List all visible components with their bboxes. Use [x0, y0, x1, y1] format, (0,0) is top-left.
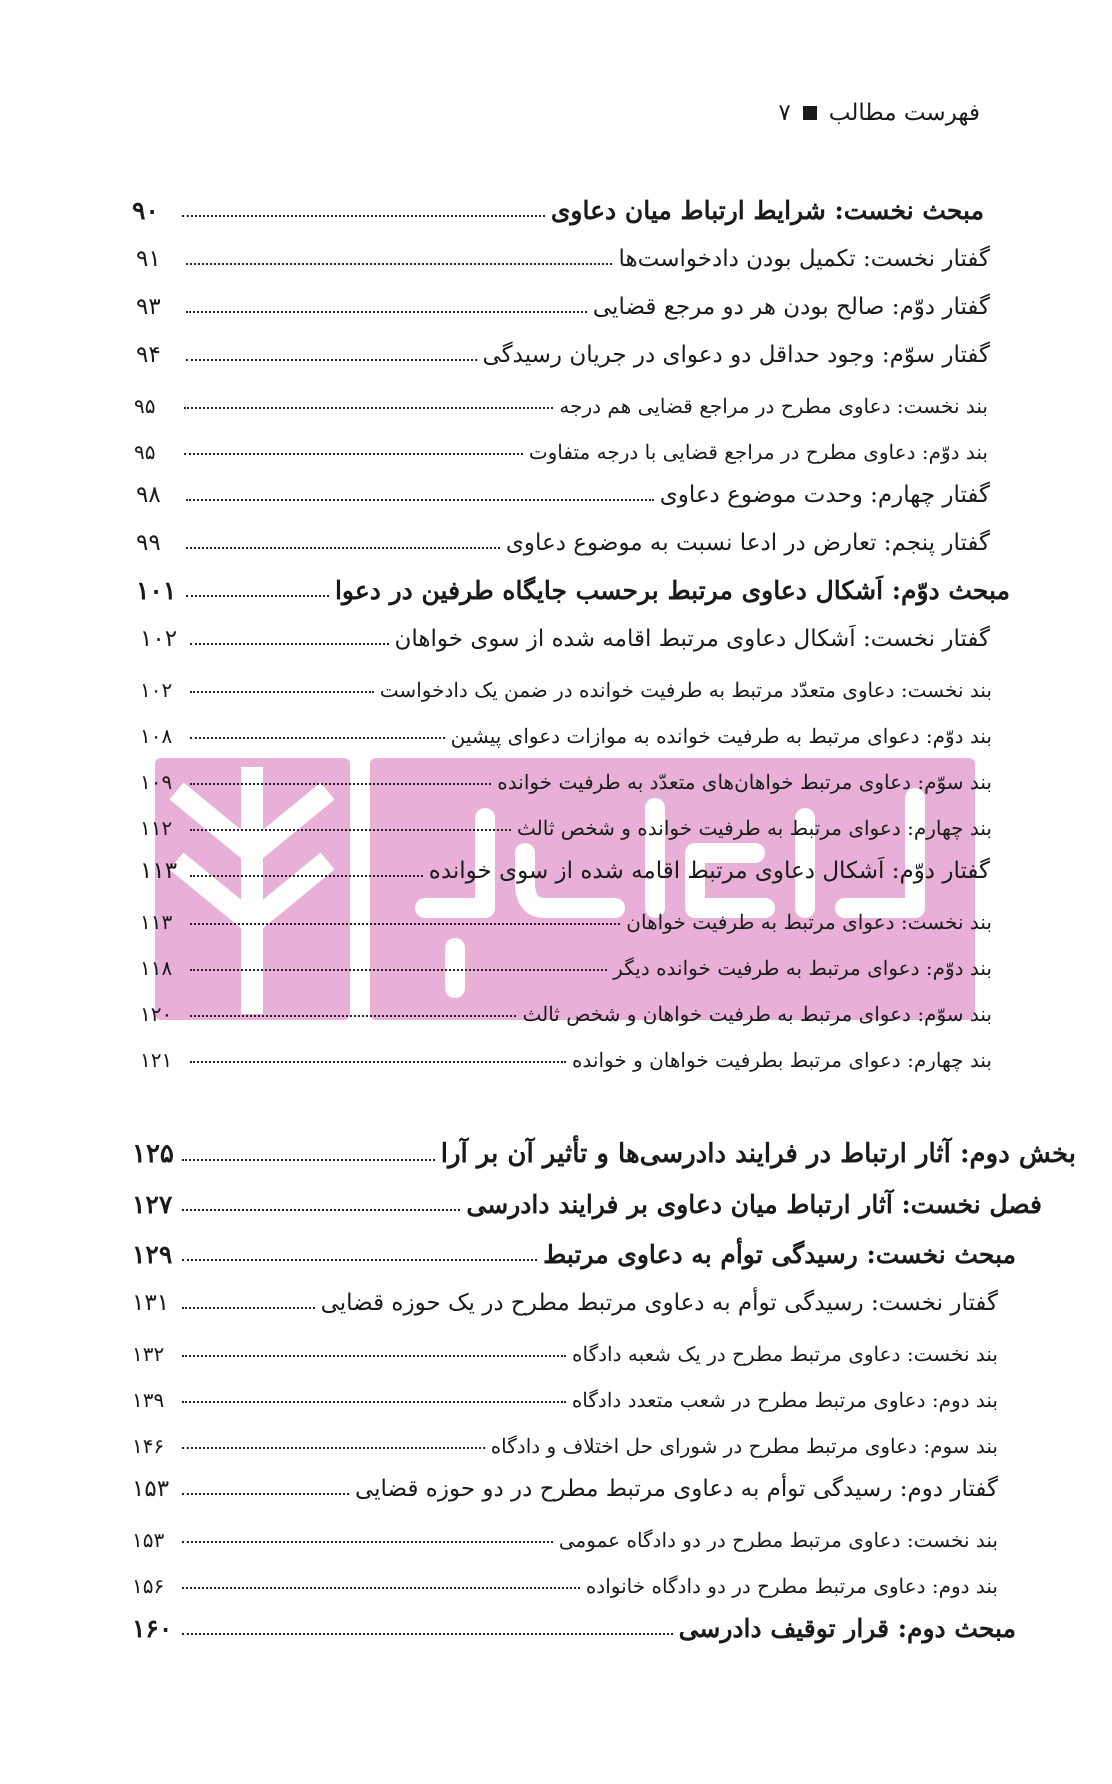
toc-entry-title: بند سوّم: دعوای مرتبط به طرفیت خواهان و شخص ثالث — [522, 1002, 992, 1026]
header-title: فهرست مطالب — [828, 100, 980, 126]
toc-entry-page: ۹۰ — [132, 196, 159, 225]
dot-leader — [190, 923, 620, 925]
dot-leader — [182, 1587, 580, 1589]
toc-entry-title: بند دوّم: دعوای مرتبط به طرفیت خوانده دیگر — [613, 956, 992, 980]
toc-entry-title: بند نخست: دعاوی متعدّد مرتبط به طرفیت خوانده در ضمن یک دادخواست — [379, 678, 992, 702]
toc-entry-page: ۱۲۷ — [132, 1190, 173, 1219]
toc-entry-page: ۱۱۳ — [140, 858, 178, 885]
dot-leader — [182, 1447, 485, 1449]
dot-leader — [186, 499, 654, 501]
dot-leader — [190, 1061, 566, 1063]
toc-entry-title: گفتار نخست: اَشکال دعاوی مرتبط اقامه شده از سوی خواهان — [394, 626, 990, 653]
toc-entry-page: ۱۰۹ — [140, 770, 173, 794]
toc-entry-title: بند نخست: دعاوی مرتبط مطرح در یک شعبه دادگاه — [572, 1342, 998, 1366]
toc-entry-page: ۹۳ — [136, 294, 161, 321]
toc-entry[interactable] — [132, 1552, 998, 1598]
toc-entry-title: گفتار دوّم: صالح بودن هر دو مرجع قضایی — [592, 294, 990, 321]
toc-entry[interactable] — [140, 980, 992, 1026]
toc-entry[interactable] — [132, 1506, 998, 1552]
toc-entry-page: ۱۰۲ — [140, 626, 178, 653]
dot-leader — [182, 1493, 349, 1495]
toc-entry-title: بخش دوم: آثار ارتباط در فرایند دادرسی‌ها و تأثیر آن بر آرا — [440, 1138, 1076, 1169]
toc-entry-title: بند نخست: دعاوی مطرح در مراجع قضایی هم درجه — [559, 394, 988, 418]
dot-leader — [182, 1633, 673, 1635]
toc-entry-title: بند چهارم: دعوای مرتبط به طرفیت خوانده و شخص ثالث — [517, 816, 992, 840]
toc-entry-title: مبحث دوم: قرار توقیف دادرسی — [678, 1614, 1016, 1643]
dot-leader — [182, 1259, 537, 1261]
toc-entry[interactable] — [132, 1272, 998, 1318]
toc-entry-title: بند دوم: دعاوی مرتبط مطرح در شعب متعدد دادگاه — [571, 1388, 998, 1412]
toc-entry-page: ۱۶۰ — [132, 1614, 173, 1643]
toc-entry-page: ۹۹ — [136, 530, 161, 557]
toc-entry-title: بند چهارم: دعوای مرتبط بطرفیت خواهان و خوانده — [571, 1048, 992, 1072]
dot-leader — [182, 1307, 315, 1309]
toc-entry-page: ۱۳۱ — [132, 1290, 170, 1317]
toc-entry-page: ۱۵۳ — [132, 1476, 170, 1503]
toc-entry-page: ۱۰۸ — [140, 724, 173, 748]
dot-leader — [190, 969, 607, 971]
toc-entry[interactable] — [136, 228, 990, 274]
toc-entry-page: ۱۳۲ — [132, 1342, 165, 1366]
toc-entry[interactable] — [134, 372, 988, 418]
toc-entry[interactable] — [140, 748, 992, 794]
dot-leader — [182, 1401, 566, 1403]
toc-entry[interactable] — [136, 324, 990, 370]
toc-entry-title: گفتار دوم: رسیدگی توأم به دعاوی مرتبط مطرح در دو حوزه قضایی — [354, 1476, 998, 1503]
toc-entry-title: بند سوّم: دعاوی مرتبط خواهان‌های متعدّد به طرفیت خوانده — [497, 770, 992, 794]
toc-entry[interactable] — [140, 1026, 992, 1072]
toc-entry-page: ۹۵ — [134, 394, 156, 418]
toc-entry-title: بند دوم: دعاوی مرتبط مطرح در دو دادگاه خانواده — [585, 1574, 998, 1598]
toc-entry-title: گفتار پنجم: تعارض در ادعا نسبت به موضوع دعاوی — [505, 530, 990, 557]
toc-entry[interactable] — [140, 840, 990, 886]
toc-entry-page: ۱۱۳ — [140, 910, 173, 934]
dot-leader — [186, 263, 612, 265]
toc-entry-page: ۱۲۹ — [132, 1240, 173, 1269]
dot-leader — [182, 1355, 566, 1357]
toc-entry[interactable] — [140, 608, 990, 654]
dot-leader — [182, 1541, 553, 1543]
toc-entry-page: ۹۴ — [136, 342, 161, 369]
toc-entry[interactable] — [132, 1458, 998, 1504]
toc-entry-page: ۱۵۶ — [132, 1574, 165, 1598]
dot-leader — [190, 737, 445, 739]
toc-entry[interactable] — [136, 464, 990, 510]
toc-entry-title: فصل نخست: آثار ارتباط میان دعاوی بر فرایند دادرسی — [466, 1190, 1042, 1219]
dot-leader — [184, 453, 523, 455]
toc-entry-page: ۱۲۰ — [140, 1002, 173, 1026]
toc-entry-page: ۱۰۲ — [140, 678, 173, 702]
dot-leader — [190, 783, 491, 785]
toc-entry-title: بند دوّم: دعوای مرتبط به طرفیت خوانده به موازات دعوای پیشین — [450, 724, 992, 748]
dot-leader — [190, 829, 511, 831]
toc-entry-title: مبحث نخست: رسیدگی توأم به دعاوی مرتبط — [543, 1240, 1016, 1269]
toc-entry[interactable] — [140, 656, 992, 702]
toc-entry[interactable] — [140, 934, 992, 980]
toc-entry-title: مبحث دوّم: اَشکال دعاوی مرتبط برحسب جایگاه طرفین در دعوا — [334, 576, 1010, 605]
toc-entry-title: بند نخست: دعاوی مرتبط مطرح در دو دادگاه عمومی — [558, 1528, 998, 1552]
dot-leader — [190, 643, 389, 645]
toc-entry[interactable] — [134, 418, 988, 464]
toc-entry[interactable] — [136, 276, 990, 322]
dot-leader — [186, 311, 587, 313]
toc-entry[interactable] — [132, 1598, 1016, 1644]
toc-entry-title: گفتار چهارم: وحدت موضوع دعاوی — [659, 482, 990, 509]
toc-entry[interactable] — [140, 794, 992, 840]
dot-leader — [190, 1015, 516, 1017]
toc-entry-page: ۱۴۶ — [132, 1434, 165, 1458]
dot-leader — [182, 1209, 460, 1211]
toc-entry-page: ۱۲۵ — [132, 1138, 174, 1169]
dot-leader — [182, 215, 545, 217]
toc-entry-page: ۱۱۲ — [140, 816, 173, 840]
toc-entry[interactable] — [136, 512, 990, 558]
toc-entry[interactable] — [132, 1366, 998, 1412]
toc-entry[interactable] — [132, 180, 984, 226]
toc-entry[interactable] — [132, 1320, 998, 1366]
toc-entry-page: ۱۳۹ — [132, 1388, 165, 1412]
toc-entry[interactable] — [140, 888, 992, 934]
toc-entry[interactable] — [132, 1124, 1076, 1170]
toc-entry[interactable] — [132, 1412, 998, 1458]
toc-entry[interactable] — [136, 560, 1010, 606]
dot-leader — [182, 1159, 435, 1161]
toc-entry[interactable] — [132, 1174, 1042, 1220]
toc-entry-page: ۹۸ — [136, 482, 161, 509]
toc-entry-title: مبحث نخست: شرایط ارتباط میان دعاوی — [550, 196, 984, 225]
toc-entry[interactable] — [140, 702, 992, 748]
dot-leader — [186, 359, 477, 361]
dot-leader — [190, 691, 374, 693]
toc-entry-page: ۱۵۳ — [132, 1528, 165, 1552]
toc-entry-title: گفتار نخست: رسیدگی توأم به دعاوی مرتبط مطرح در یک حوزه قضایی — [320, 1290, 998, 1317]
dot-leader — [186, 547, 500, 549]
toc-entry-page: ۹۵ — [134, 440, 156, 464]
dot-leader — [184, 407, 553, 409]
toc-entry[interactable] — [132, 1224, 1016, 1270]
toc-entry-page: ۱۲۱ — [140, 1048, 173, 1072]
toc-entry-title: گفتار دوّم: اَشکال دعاوی مرتبط اقامه شده از سوی خوانده — [428, 858, 990, 885]
toc-entry-page: ۱۱۸ — [140, 956, 173, 980]
toc-entry-title: گفتار سوّم: وجود حداقل دو دعوای در جریان رسیدگی — [482, 342, 990, 369]
toc-entry-page: ۹۱ — [136, 246, 161, 273]
toc-entry-page: ۱۰۱ — [136, 576, 177, 605]
toc-entry-title: گفتار نخست: تکمیل بودن دادخواست‌ها — [618, 246, 990, 273]
dot-leader — [190, 875, 423, 877]
toc-entry-title: بند نخست: دعوای مرتبط به طرفیت خواهان — [626, 910, 992, 934]
dot-leader — [186, 595, 329, 597]
header-page-number: ۷ — [778, 100, 791, 126]
toc-entry-title: بند سوم: دعاوی مرتبط مطرح در شورای حل اختلاف و دادگاه — [490, 1434, 998, 1458]
toc-entry-title: بند دوّم: دعاوی مطرح در مراجع قضایی با درجه متفاوت — [528, 440, 988, 464]
